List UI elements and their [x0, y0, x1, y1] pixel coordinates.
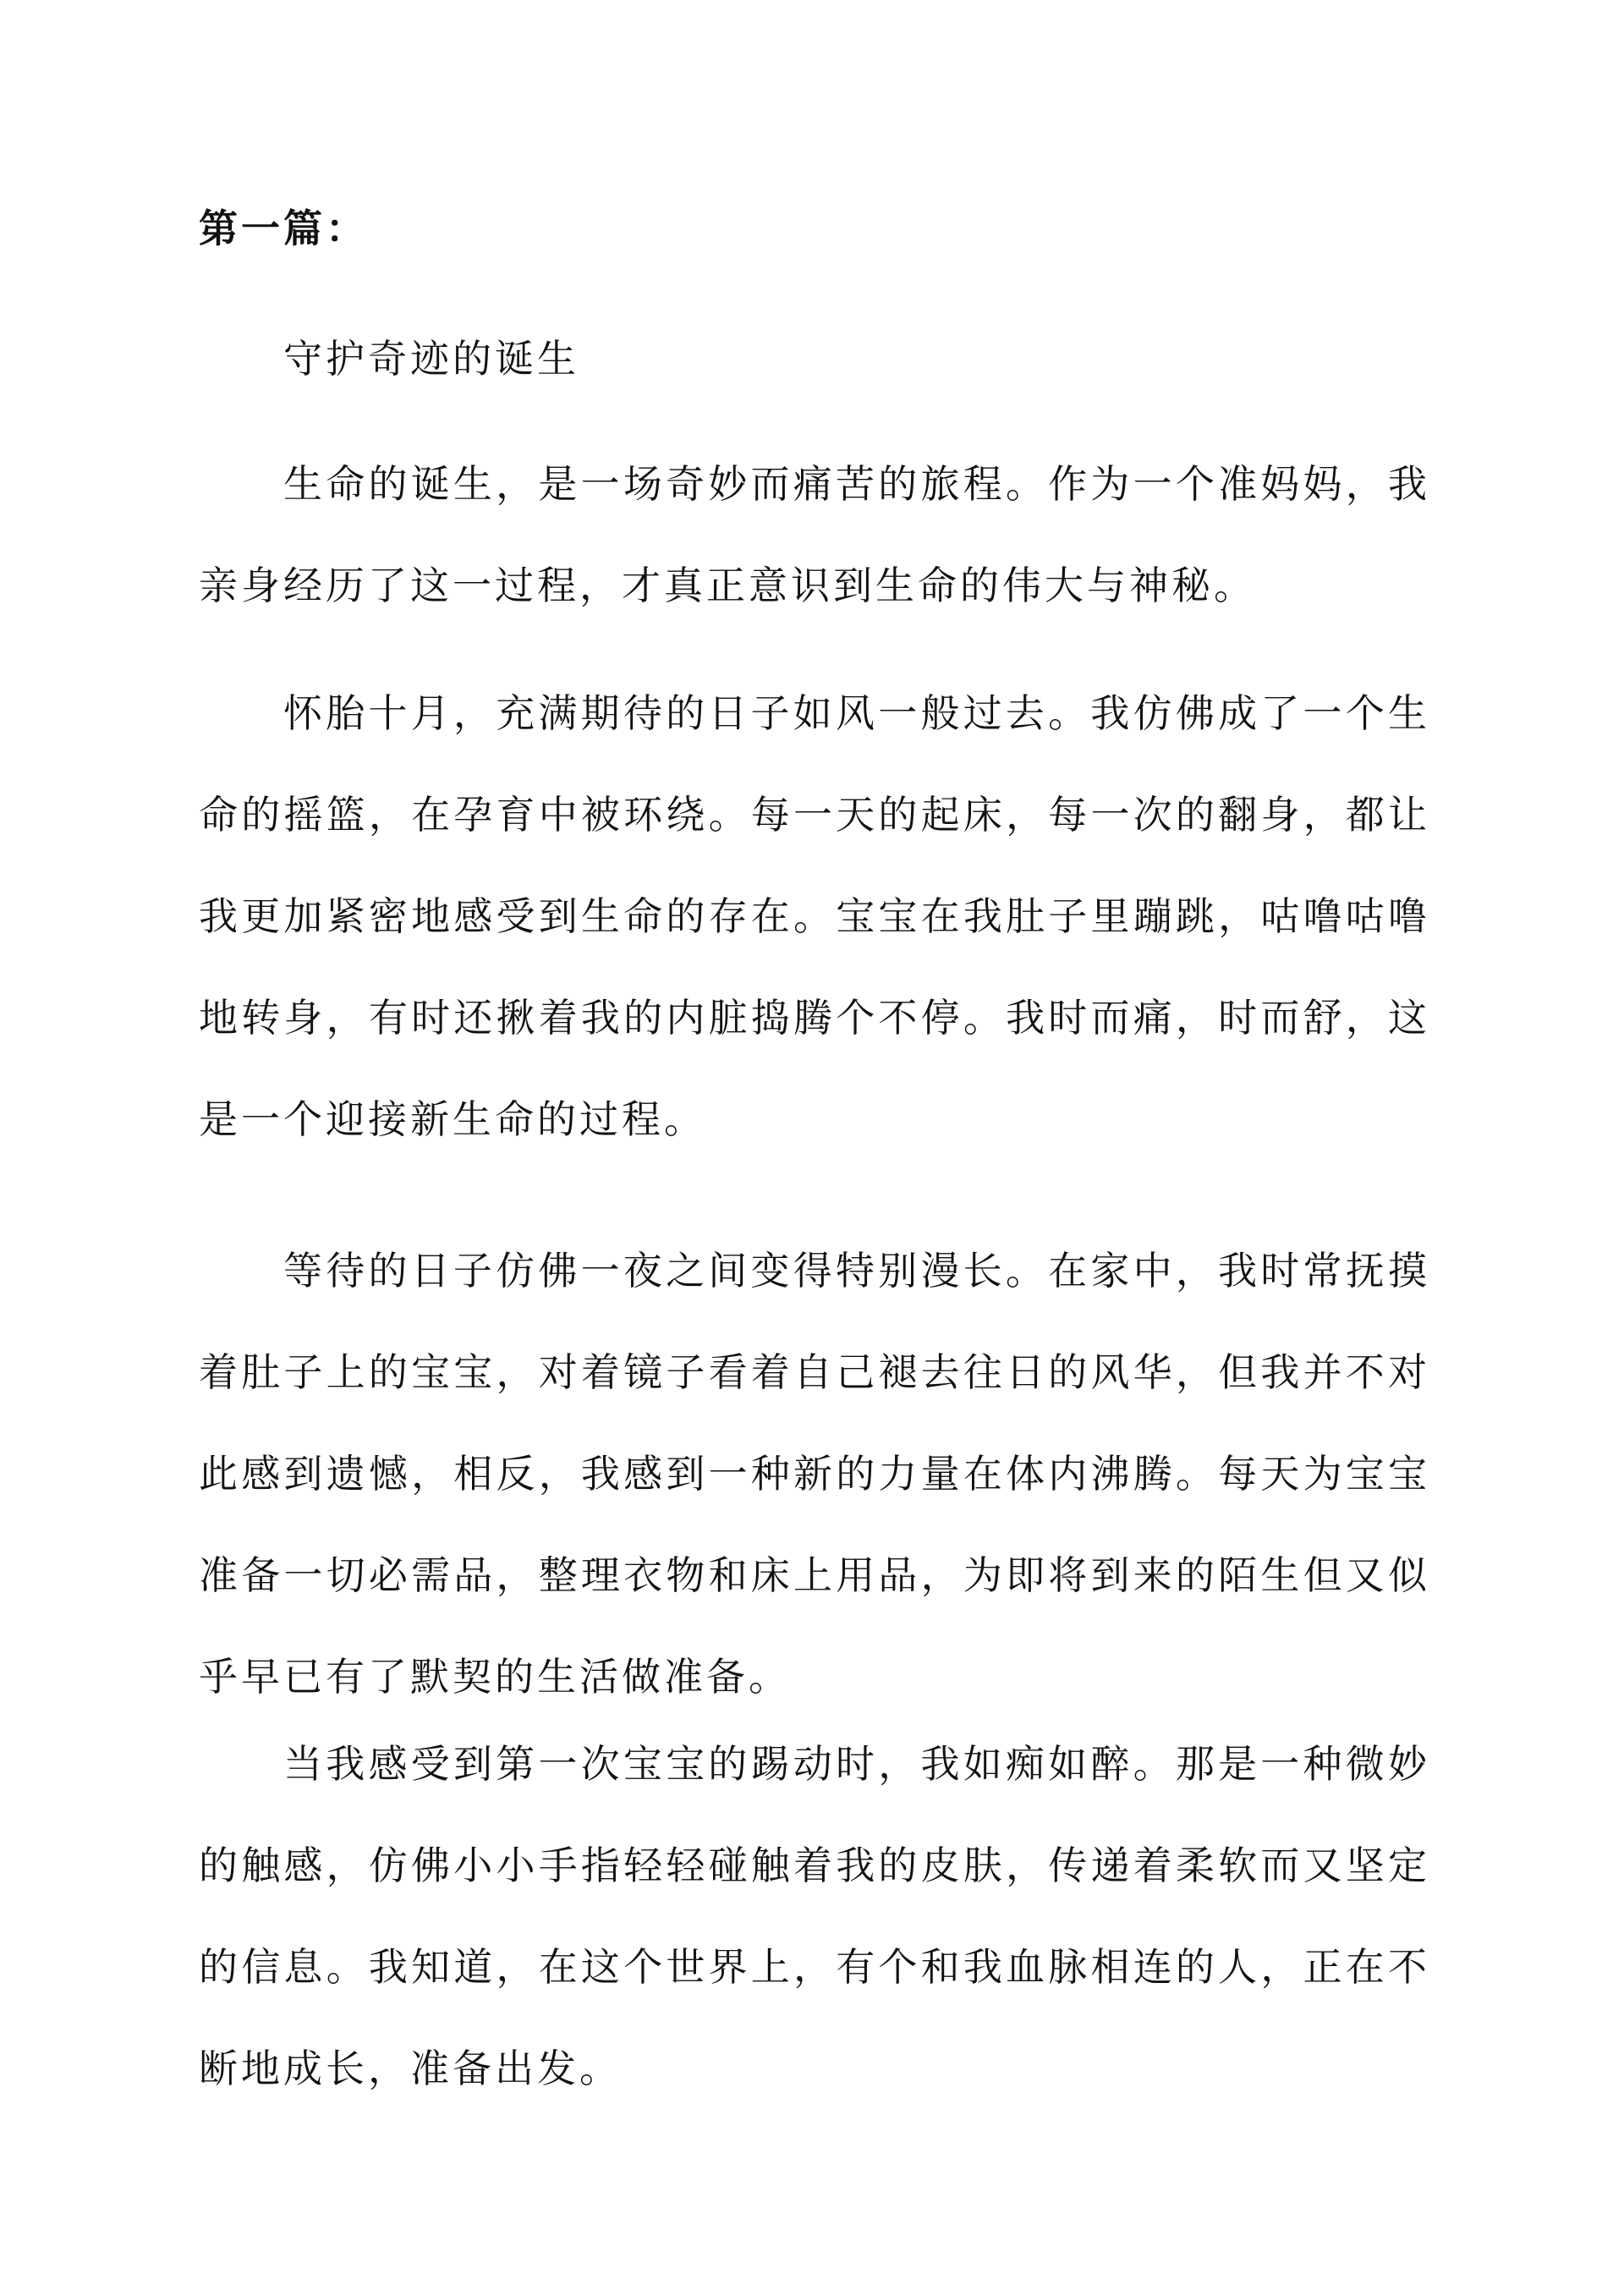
paragraph [199, 1220, 1430, 1727]
paragraph-line: 断地成长，准备出发。 [199, 2046, 622, 2091]
paragraph-line: 当我感受到第一次宝宝的踢动时，我如痴如醉。那是一种微妙 [283, 1741, 1430, 1787]
paragraph-line: 亲身经历了这一过程，才真正意识到生命的伟大与神秘。 [199, 563, 1256, 608]
section-heading: 第一篇： [199, 206, 368, 251]
paragraph-line: 着肚子上的宝宝，对着镜子看着自己褪去往日的风华，但我并不对 [199, 1349, 1430, 1395]
paragraph [199, 662, 1430, 1170]
paragraph-line: 地转身，有时还揪着我的内脏捣腾个不停。我时而痛，时而舒，这 [199, 995, 1430, 1041]
paragraph-line: 怀胎十月，充满期待的日子如风一般过去。我仿佛成了一个生 [283, 690, 1430, 736]
paragraph-line: 的信息。我知道，在这个世界上，有个和我血脉相连的人，正在不 [199, 1944, 1430, 1990]
paragraph-line: 此感到遗憾，相反，我感到一种新的力量在体内沸腾。每天为宝宝 [199, 1451, 1430, 1497]
paragraph-line: 乎早已有了默契的生活做准备。 [199, 1654, 791, 1700]
paragraph [199, 1713, 1430, 2119]
paragraph-line: 我更加紧密地感受到生命的存在。宝宝在我肚子里蹦跳，咕噜咕噜 [199, 893, 1430, 939]
paragraph-line: 的触感，仿佛小小手指轻轻碰触着我的皮肤，传递着柔软而又坚定 [199, 1843, 1430, 1888]
paragraph [199, 433, 1430, 636]
paragraph-line: 生命的诞生，是一场奇妙而痛苦的旅程。作为一个准妈妈，我 [283, 461, 1430, 507]
paragraph-line: 准备一切必需品，整理衣物和床上用品，为即将到来的陌生但又似 [199, 1552, 1430, 1598]
article-title: 守护奇迹的诞生 [283, 336, 579, 382]
paragraph-line: 是一个迎接新生命的过程。 [199, 1096, 706, 1142]
paragraph-line: 命的摇篮，在孕育中被环绕。每一天的起床，每一次的翻身，都让 [199, 792, 1430, 838]
paragraph-line: 等待的日子仿佛一夜之间变得特别漫长。在家中，我时常抚摸 [283, 1248, 1430, 1294]
